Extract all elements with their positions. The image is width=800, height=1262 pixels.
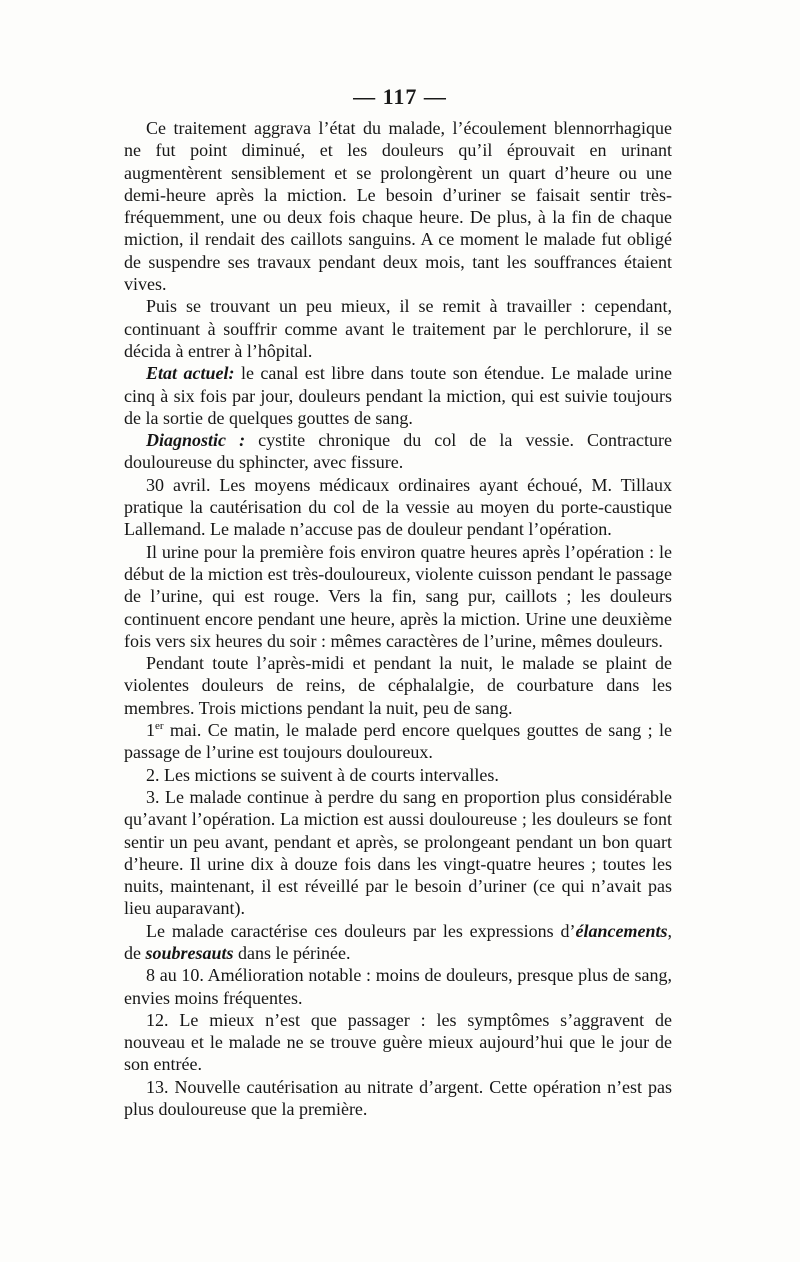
italic-term: soubresauts [145,942,234,963]
paragraph-text: 3. Le malade continue à perdre du sang en proportion plus considérable qu’avant l’opération. La miction est aussi douloureuse ; les douleurs se font sentir un peu avant, pendant et après, se prolongeant pendant un bon quart d’heure. Il urine dix à douze fois dans les vingt-quatre heures ; toutes les nuits, maintenant, il est réveillé par le besoin d’uriner (ce qui n’avait pas lieu auparavant). [124,786,672,919]
ordinal-suffix: er [155,720,164,733]
paragraph-lead: Diagnostic : [146,430,246,451]
paragraph-text: mai. Ce matin, le malade perd encore quelques gouttes de sang ; le passage de l’urine est toujours douloureux. [124,720,672,763]
paragraph-text: cystite chronique du col de la vessie. Contracture douloureuse du sphincter, avec fissure. [124,430,672,473]
paragraph-text: 12. Le mieux n’est que passager : les symptômes s’aggravent de nouveau et le malade ne se trouve guère mieux aujourd’hui que le jour de son entrée. [124,1009,672,1075]
paragraph-text: Puis se trouvant un peu mieux, il se remit à travailler : cependant, continuant à souffrir comme avant le traitement par le perchlorure, il se décida à entrer à l’hôpital. [124,296,672,361]
paragraph-text: Pendant toute l’après-midi et pendant la nuit, le malade se plaint de violentes douleurs de reins, de céphalalgie, de courbature dans les membres. Trois mictions pendant la nuit, peu de sang. [124,653,672,718]
paragraph-1 [124,117,672,295]
paragraph-text: dans le périnée. [233,942,351,963]
paragraph-6 [124,541,672,652]
paragraph-etat-actuel [124,362,672,429]
paragraph-text: , de [124,920,672,963]
day-number: 1 [146,720,155,741]
paragraph-text: le canal est libre dans toute son étendue. Le malade urine cinq à six fois par jour, douleurs pendant la miction, qui est suivie toujours de la sortie de quelques gouttes de sang. [124,363,672,428]
body-text [124,117,672,1120]
paragraph-diagnostic [124,429,672,474]
paragraph-12 [124,1009,672,1076]
paragraph-2-mai [124,764,672,786]
paragraph-text: 13. Nouvelle cautérisation au nitrate d’argent. Cette opération n’est pas plus douloureuse que la première. [124,1076,672,1120]
paragraph-text: 30 avril. Les moyens médicaux ordinaires ayant échoué, M. Tillaux pratique la cautérisation du col de la vessie au moyen du porte-caustique Lallemand. Le malade n’accuse pas de douleur pendant l’opération. [124,474,672,540]
paragraph-text: Ce traitement aggrava l’état du malade, l’écoulement blennorrhagique ne fut point diminué, et les douleurs qu’il éprouvait en urinant augmentèrent sensiblement et se prolongèrent un quart d’heure ou une demi-heure après la miction. Le besoin d’uriner se faisait sentir très-fréquemment, une ou deux fois chaque heure. De plus, à la fin de chaque miction, il rendait des caillots sanguins. A ce moment le malade fut obligé de suspendre ses travaux pendant deux mois, tant les souffrances étaient vives. [124,118,672,295]
paragraph-text: 8 au 10. Amélioration notable : moins de douleurs, presque plus de sang, envies moins fréquentes. [124,965,672,1008]
paragraph-text: 2. Les mictions se suivent à de courts intervalles. [146,764,499,785]
paragraph-30-avril [124,474,672,541]
italic-term: élancements [575,920,668,941]
paragraph-3-mai [124,786,672,920]
paragraph-13 [124,1076,672,1121]
paragraph-1er-mai [124,719,672,764]
paragraph-7 [124,652,672,719]
paragraph-lead: Etat actuel: [146,363,235,384]
paragraph-text: Il urine pour la première fois environ quatre heures après l’opération : le début de la miction est très-douloureux, violente cuisson pendant le passage de l’urine, qui est rouge. Vers la fin, sang pur, caillots ; les douleurs continuent encore pendant une heure, après la miction. Urine une deuxième fois vers six heures du soir : mêmes caractères de l’urine, mêmes douleurs. [124,541,672,651]
paragraph-2 [124,295,672,362]
paragraph-expressions [124,920,672,965]
paragraph-8-au-10 [124,964,672,1009]
page-number: — 117 — [353,84,447,109]
paragraph-text: Le malade caractérise ces douleurs par les expressions d’ [146,920,576,941]
